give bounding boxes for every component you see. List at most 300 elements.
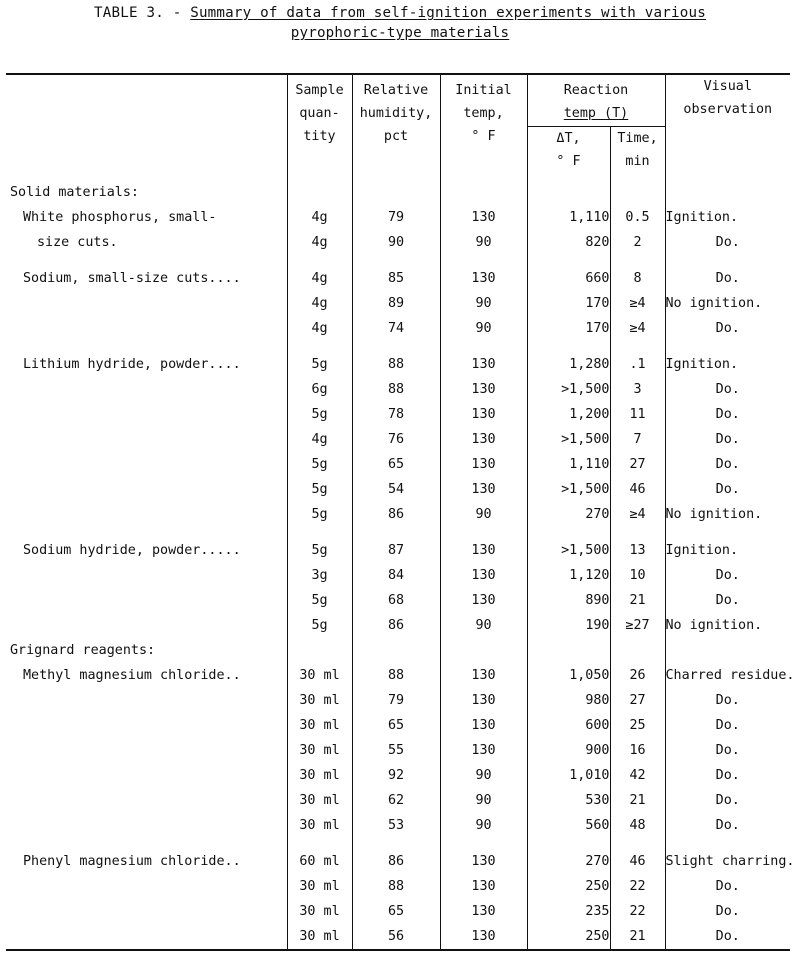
cell-delta-t: 1,110	[527, 452, 610, 477]
header-visual-observation-l2: observation	[683, 102, 773, 117]
header-time-l2: min	[625, 153, 650, 169]
table-row	[6, 316, 790, 341]
spacer-obs	[665, 341, 790, 352]
header-relative-humidity-l3: pct	[383, 129, 409, 144]
cell-initial-temp: 90	[440, 813, 527, 838]
cell-visual-observation: Do.	[665, 588, 790, 613]
caption-text-line-2: pyrophoric-type materials	[290, 25, 510, 41]
group-empty-dt	[527, 638, 610, 663]
cell-visual-observation: Do.	[665, 763, 790, 788]
cell-relative-humidity: 65	[352, 713, 440, 738]
cell-sample-quantity: 30 ml	[287, 763, 352, 788]
cell-visual-observation: Do.	[665, 788, 790, 813]
row-label	[6, 813, 287, 838]
cell-initial-temp: 90	[440, 291, 527, 316]
cell-initial-temp: 130	[440, 563, 527, 588]
cell-sample-quantity: 5g	[287, 502, 352, 527]
cell-delta-t: 900	[527, 738, 610, 763]
group-empty-time	[610, 638, 665, 663]
cell-time: ≥4	[610, 502, 665, 527]
cell-visual-observation: Do.	[665, 230, 790, 255]
cell-sample-quantity: 4g	[287, 205, 352, 230]
cell-sample-quantity: 4g	[287, 266, 352, 291]
cell-visual-observation: Do.	[665, 316, 790, 341]
cell-initial-temp: 130	[440, 402, 527, 427]
cell-delta-t: 270	[527, 502, 610, 527]
data-table-container	[6, 73, 795, 974]
cell-relative-humidity: 76	[352, 427, 440, 452]
cell-relative-humidity: 89	[352, 291, 440, 316]
table-row	[6, 452, 790, 477]
table-row	[6, 291, 790, 316]
caption-text-line-1: Summary of data from self-ignition experiments with various	[190, 5, 706, 21]
caption-line-1	[0, 3, 800, 23]
row-label	[6, 613, 287, 638]
header-reaction-temp-group	[527, 74, 665, 126]
cell-visual-observation: Do.	[665, 266, 790, 291]
spacer-stub	[6, 341, 287, 352]
cell-initial-temp: 130	[440, 205, 527, 230]
spacer-qty	[287, 255, 352, 266]
cell-time: 7	[610, 427, 665, 452]
group-empty-qty	[287, 180, 352, 205]
header-delta-t-l2: ° F	[556, 153, 581, 169]
cell-time: 46	[610, 477, 665, 502]
cell-delta-t: 190	[527, 613, 610, 638]
row-label	[6, 427, 287, 452]
cell-delta-t: >1,500	[527, 477, 610, 502]
header-initial-temp-l1: Initial	[455, 83, 512, 98]
cell-relative-humidity: 62	[352, 788, 440, 813]
header-delta-t	[527, 126, 610, 180]
cell-initial-temp: 130	[440, 713, 527, 738]
table-caption	[0, 0, 800, 43]
header-initial-temp	[440, 74, 527, 180]
table-row	[6, 899, 790, 924]
caption-table-number: TABLE 3. -	[94, 5, 191, 21]
spacer-init	[440, 527, 527, 538]
row-label: Sodium, small-size cuts....	[23, 271, 241, 286]
cell-time: 10	[610, 563, 665, 588]
cell-relative-humidity: 88	[352, 663, 440, 688]
cell-initial-temp: 130	[440, 588, 527, 613]
row-label	[6, 899, 287, 924]
cell-initial-temp: 130	[440, 477, 527, 502]
cell-delta-t: 170	[527, 316, 610, 341]
table-row	[6, 402, 790, 427]
cell-visual-observation: No ignition.	[665, 291, 790, 316]
spacer-stub	[6, 527, 287, 538]
cell-time: 21	[610, 788, 665, 813]
header-reaction-temp-l2: temp (T)	[563, 106, 629, 121]
cell-relative-humidity: 53	[352, 813, 440, 838]
cell-delta-t: >1,500	[527, 377, 610, 402]
cell-initial-temp: 130	[440, 849, 527, 874]
spacer-hum	[352, 341, 440, 352]
cell-sample-quantity: 30 ml	[287, 663, 352, 688]
cell-initial-temp: 90	[440, 788, 527, 813]
table-row	[6, 205, 790, 230]
row-label	[6, 788, 287, 813]
header-sample-quantity-l3: tity	[303, 129, 336, 144]
cell-initial-temp: 90	[440, 763, 527, 788]
cell-delta-t: 1,120	[527, 563, 610, 588]
cell-initial-temp: 130	[440, 874, 527, 899]
cell-delta-t: 820	[527, 230, 610, 255]
table-row	[6, 763, 790, 788]
cell-sample-quantity: 5g	[287, 538, 352, 563]
cell-relative-humidity: 65	[352, 899, 440, 924]
spacer-dt	[527, 255, 610, 266]
cell-relative-humidity: 79	[352, 205, 440, 230]
cell-relative-humidity: 74	[352, 316, 440, 341]
cell-visual-observation: Do.	[665, 377, 790, 402]
cell-visual-observation: Slight charring.	[665, 849, 790, 874]
cell-sample-quantity: 5g	[287, 588, 352, 613]
cell-relative-humidity: 78	[352, 402, 440, 427]
row-label: size cuts.	[37, 235, 118, 250]
cell-time: ≥4	[610, 291, 665, 316]
header-initial-temp-l3: ° F	[471, 129, 496, 144]
cell-time: 21	[610, 588, 665, 613]
cell-initial-temp: 130	[440, 688, 527, 713]
row-label	[6, 874, 287, 899]
row-label: Lithium hydride, powder....	[23, 357, 241, 372]
cell-delta-t: 1,050	[527, 663, 610, 688]
cell-visual-observation: Do.	[665, 688, 790, 713]
table-row	[6, 477, 790, 502]
cell-time: ≥4	[610, 316, 665, 341]
table-row	[6, 813, 790, 838]
cell-delta-t: 250	[527, 924, 610, 950]
cell-sample-quantity: 5g	[287, 402, 352, 427]
table-row	[6, 352, 790, 377]
cell-time: 3	[610, 377, 665, 402]
cell-delta-t: 250	[527, 874, 610, 899]
spacer-hum	[352, 838, 440, 849]
cell-time: 0.5	[610, 205, 665, 230]
row-label	[6, 316, 287, 341]
table-row	[6, 502, 790, 527]
cell-sample-quantity: 30 ml	[287, 738, 352, 763]
spacer-time	[610, 341, 665, 352]
table-row	[6, 713, 790, 738]
cell-time: 8	[610, 266, 665, 291]
cell-relative-humidity: 55	[352, 738, 440, 763]
cell-visual-observation: No ignition.	[665, 502, 790, 527]
table-row	[6, 738, 790, 763]
cell-relative-humidity: 84	[352, 563, 440, 588]
table-row	[6, 613, 790, 638]
row-label	[6, 477, 287, 502]
cell-delta-t: 1,200	[527, 402, 610, 427]
group-empty-hum	[352, 638, 440, 663]
cell-relative-humidity: 86	[352, 613, 440, 638]
cell-relative-humidity: 86	[352, 849, 440, 874]
cell-sample-quantity: 30 ml	[287, 924, 352, 950]
header-time	[610, 126, 665, 180]
cell-delta-t: 270	[527, 849, 610, 874]
cell-time: 46	[610, 849, 665, 874]
group-empty-qty	[287, 638, 352, 663]
table-spacer-row	[6, 255, 790, 266]
cell-visual-observation: Do.	[665, 924, 790, 950]
cell-time: 25	[610, 713, 665, 738]
row-label	[6, 502, 287, 527]
table-row	[6, 788, 790, 813]
row-label	[6, 377, 287, 402]
cell-visual-observation: Do.	[665, 813, 790, 838]
header-sample-quantity-l2: quan-	[299, 106, 340, 121]
cell-time: 42	[610, 763, 665, 788]
spacer-hum	[352, 527, 440, 538]
table-spacer-row	[6, 527, 790, 538]
spacer-obs	[665, 527, 790, 538]
table-row	[6, 377, 790, 402]
table-spacer-row	[6, 341, 790, 352]
spacer-init	[440, 838, 527, 849]
cell-delta-t: 660	[527, 266, 610, 291]
row-label: White phosphorus, small-	[23, 210, 217, 225]
cell-delta-t: 890	[527, 588, 610, 613]
table-row	[6, 563, 790, 588]
cell-visual-observation: No ignition.	[665, 613, 790, 638]
spacer-qty	[287, 527, 352, 538]
spacer-dt	[527, 838, 610, 849]
cell-initial-temp: 130	[440, 899, 527, 924]
table-row	[6, 588, 790, 613]
cell-relative-humidity: 68	[352, 588, 440, 613]
cell-initial-temp: 90	[440, 230, 527, 255]
cell-relative-humidity: 90	[352, 230, 440, 255]
spacer-qty	[287, 838, 352, 849]
cell-sample-quantity: 5g	[287, 613, 352, 638]
header-reaction-temp-l1: Reaction	[563, 83, 629, 98]
cell-delta-t: 1,110	[527, 205, 610, 230]
group-empty-hum	[352, 180, 440, 205]
cell-delta-t: 980	[527, 688, 610, 713]
group-empty-obs	[665, 638, 790, 663]
header-sample-quantity	[287, 74, 352, 180]
caption-line-2	[0, 23, 800, 43]
cell-sample-quantity: 30 ml	[287, 688, 352, 713]
cell-time: 27	[610, 452, 665, 477]
spacer-stub	[6, 838, 287, 849]
cell-sample-quantity: 4g	[287, 291, 352, 316]
cell-initial-temp: 90	[440, 613, 527, 638]
cell-time: 16	[610, 738, 665, 763]
cell-initial-temp: 90	[440, 316, 527, 341]
table-row	[6, 427, 790, 452]
cell-sample-quantity: 30 ml	[287, 788, 352, 813]
cell-visual-observation: Do.	[665, 899, 790, 924]
spacer-time	[610, 527, 665, 538]
spacer-time	[610, 255, 665, 266]
cell-time: 2	[610, 230, 665, 255]
cell-sample-quantity: 3g	[287, 563, 352, 588]
table-row	[6, 230, 790, 255]
cell-relative-humidity: 88	[352, 352, 440, 377]
cell-sample-quantity: 4g	[287, 316, 352, 341]
header-stub	[6, 74, 287, 180]
group-label: Solid materials:	[10, 185, 139, 200]
cell-visual-observation: Ignition.	[665, 352, 790, 377]
cell-delta-t: >1,500	[527, 427, 610, 452]
cell-time: 13	[610, 538, 665, 563]
cell-delta-t: 1,280	[527, 352, 610, 377]
cell-initial-temp: 130	[440, 924, 527, 950]
table-body	[6, 180, 795, 950]
spacer-obs	[665, 255, 790, 266]
cell-delta-t: >1,500	[527, 538, 610, 563]
cell-initial-temp: 130	[440, 427, 527, 452]
cell-time: 11	[610, 402, 665, 427]
cell-visual-observation: Do.	[665, 427, 790, 452]
spacer-dt	[527, 527, 610, 538]
cell-time: 48	[610, 813, 665, 838]
header-visual-observation-l1: Visual	[703, 79, 752, 94]
header-visual-observation	[665, 74, 790, 180]
row-label	[6, 688, 287, 713]
table-row	[6, 688, 790, 713]
table-row	[6, 266, 790, 291]
cell-time: 22	[610, 874, 665, 899]
cell-relative-humidity: 88	[352, 874, 440, 899]
spacer-obs	[665, 838, 790, 849]
spacer-init	[440, 341, 527, 352]
cell-visual-observation: Ignition.	[665, 205, 790, 230]
cell-visual-observation: Do.	[665, 563, 790, 588]
header-relative-humidity	[352, 74, 440, 180]
group-label: Grignard reagents:	[10, 643, 156, 658]
cell-time: 22	[610, 899, 665, 924]
cell-relative-humidity: 86	[352, 502, 440, 527]
cell-initial-temp: 130	[440, 663, 527, 688]
cell-initial-temp: 130	[440, 738, 527, 763]
cell-sample-quantity: 60 ml	[287, 849, 352, 874]
cell-initial-temp: 130	[440, 538, 527, 563]
data-table	[6, 73, 795, 951]
group-empty-obs	[665, 180, 790, 205]
table-group-row	[6, 638, 790, 663]
row-label	[6, 738, 287, 763]
cell-time: 27	[610, 688, 665, 713]
table-row	[6, 849, 790, 874]
header-row-primary	[6, 74, 790, 126]
cell-delta-t: 235	[527, 899, 610, 924]
row-label: Sodium hydride, powder.....	[23, 543, 241, 558]
cell-visual-observation: Do.	[665, 477, 790, 502]
cell-visual-observation: Do.	[665, 713, 790, 738]
header-sample-quantity-l1: Sample	[295, 83, 344, 98]
table-row	[6, 538, 790, 563]
cell-visual-observation: Charred residue.	[665, 663, 790, 688]
cell-time: 26	[610, 663, 665, 688]
cell-relative-humidity: 85	[352, 266, 440, 291]
spacer-time	[610, 838, 665, 849]
cell-sample-quantity: 5g	[287, 352, 352, 377]
cell-relative-humidity: 88	[352, 377, 440, 402]
cell-visual-observation: Do.	[665, 452, 790, 477]
cell-time: .1	[610, 352, 665, 377]
cell-visual-observation: Ignition.	[665, 538, 790, 563]
cell-sample-quantity: 5g	[287, 477, 352, 502]
group-empty-init	[440, 638, 527, 663]
group-empty-dt	[527, 180, 610, 205]
cell-delta-t: 170	[527, 291, 610, 316]
cell-sample-quantity: 4g	[287, 230, 352, 255]
row-label	[6, 763, 287, 788]
row-label	[6, 291, 287, 316]
row-label	[6, 588, 287, 613]
cell-delta-t: 530	[527, 788, 610, 813]
group-empty-time	[610, 180, 665, 205]
spacer-dt	[527, 341, 610, 352]
table-row	[6, 663, 790, 688]
cell-initial-temp: 130	[440, 266, 527, 291]
header-relative-humidity-l2: humidity,	[359, 106, 433, 121]
cell-relative-humidity: 56	[352, 924, 440, 950]
cell-relative-humidity: 87	[352, 538, 440, 563]
table-group-row	[6, 180, 790, 205]
cell-sample-quantity: 5g	[287, 452, 352, 477]
cell-initial-temp: 130	[440, 352, 527, 377]
table-row	[6, 874, 790, 899]
row-label	[6, 713, 287, 738]
cell-initial-temp: 130	[440, 377, 527, 402]
row-label: Methyl magnesium chloride..	[23, 668, 241, 683]
header-initial-temp-l2: temp,	[463, 106, 504, 121]
table-header	[6, 74, 790, 180]
row-label	[6, 452, 287, 477]
cell-initial-temp: 130	[440, 452, 527, 477]
cell-time: ≥27	[610, 613, 665, 638]
header-relative-humidity-l1: Relative	[363, 83, 429, 98]
cell-sample-quantity: 4g	[287, 427, 352, 452]
cell-sample-quantity: 6g	[287, 377, 352, 402]
spacer-init	[440, 255, 527, 266]
cell-relative-humidity: 54	[352, 477, 440, 502]
row-label	[6, 402, 287, 427]
row-label	[6, 563, 287, 588]
table-row	[6, 924, 790, 950]
cell-initial-temp: 90	[440, 502, 527, 527]
cell-delta-t: 1,010	[527, 763, 610, 788]
cell-sample-quantity: 30 ml	[287, 899, 352, 924]
spacer-qty	[287, 341, 352, 352]
cell-relative-humidity: 92	[352, 763, 440, 788]
cell-visual-observation: Do.	[665, 738, 790, 763]
cell-sample-quantity: 30 ml	[287, 813, 352, 838]
row-label: Phenyl magnesium chloride..	[23, 854, 241, 869]
cell-relative-humidity: 79	[352, 688, 440, 713]
row-label	[6, 924, 287, 950]
spacer-hum	[352, 255, 440, 266]
header-time-l1: Time,	[617, 130, 658, 146]
spacer-stub	[6, 255, 287, 266]
cell-sample-quantity: 30 ml	[287, 874, 352, 899]
group-empty-init	[440, 180, 527, 205]
cell-visual-observation: Do.	[665, 402, 790, 427]
table-spacer-row	[6, 838, 790, 849]
cell-delta-t: 560	[527, 813, 610, 838]
cell-sample-quantity: 30 ml	[287, 713, 352, 738]
cell-delta-t: 600	[527, 713, 610, 738]
cell-time: 21	[610, 924, 665, 950]
cell-visual-observation: Do.	[665, 874, 790, 899]
cell-relative-humidity: 65	[352, 452, 440, 477]
header-delta-t-l1: ΔT,	[556, 130, 581, 146]
